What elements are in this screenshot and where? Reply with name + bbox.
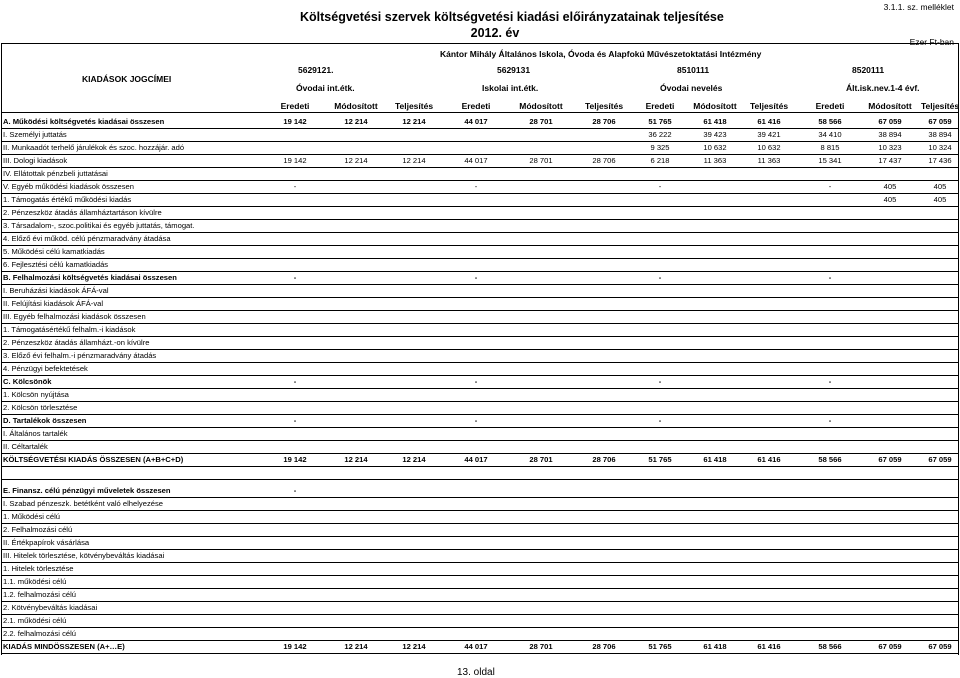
page-number: 13. oldal: [457, 667, 495, 678]
table-row: [0, 641, 960, 653]
row-value: 9 325: [650, 142, 670, 152]
row-value: -: [828, 181, 832, 191]
row-value: 405: [883, 194, 897, 204]
code-4: 8520111: [852, 65, 885, 75]
row-value: 405: [933, 194, 947, 204]
row-value: 44 017: [464, 641, 488, 651]
table-row: [0, 337, 960, 349]
row-value: 12 214: [402, 641, 426, 651]
row-value: 12 214: [402, 116, 426, 126]
table-row: [0, 155, 960, 167]
row-value: 51 765: [648, 641, 672, 651]
institution-name: Kántor Mihály Általános Iskola, Óvoda és Alapfokú Művészetoktatási Intézmény: [440, 49, 762, 59]
row-label: I. Szabad pénzeszk. betétként való elhelyezése: [3, 498, 163, 508]
row-label: 1. Működési célú: [3, 511, 60, 521]
table-row: [0, 207, 960, 219]
row-value: -: [474, 376, 478, 386]
row-value: 67 059: [878, 641, 902, 651]
row-value: 36 222: [648, 129, 672, 139]
row-value: 34 410: [818, 129, 842, 139]
row-value: 58 566: [818, 641, 842, 651]
row-label: 4. Pénzügyi befektetések: [3, 363, 88, 373]
row-value: 28 701: [529, 454, 553, 464]
row-value: 28 706: [592, 641, 616, 651]
group-3: Óvodai nevelés: [660, 83, 723, 93]
row-labels-title: KIADÁSOK JOGCÍMEI: [82, 74, 172, 84]
table-row: [0, 350, 960, 362]
table-row: [0, 576, 960, 588]
row-label: II. Felújítási kiadások ÁFÁ-val: [3, 298, 104, 308]
row-value: -: [293, 376, 297, 386]
column-header: Módosított: [693, 101, 737, 111]
row-value: 12 214: [402, 454, 426, 464]
row-value: 19 142: [283, 155, 307, 165]
column-header: Eredeti: [815, 101, 845, 111]
row-value: 38 894: [878, 129, 902, 139]
row-value: 12 214: [344, 116, 368, 126]
row-value: -: [658, 415, 662, 425]
row-value: -: [293, 415, 297, 425]
row-label: A. Működési költségvetés kiadásai összesen: [3, 116, 165, 126]
table-row: [0, 363, 960, 375]
row-value: 44 017: [464, 155, 488, 165]
row-label: 3. Társadalom-, szoc.politikai és egyéb juttatás, támogat.: [3, 220, 195, 230]
column-header: Teljesítés: [749, 101, 789, 111]
table-row: [0, 220, 960, 232]
row-value: 15 341: [818, 155, 842, 165]
row-label: 4. Előző évi működ. célú pénzmaradvány átadása: [3, 233, 171, 243]
row-label: 3. Előző évi felhalm.-i pénzmaradvány átadás: [3, 350, 157, 360]
row-label: III. Hitelek törlesztése, kötvénybeváltás kiadásai: [3, 550, 165, 560]
row-value: 17 436: [928, 155, 952, 165]
row-value: -: [658, 272, 662, 282]
row-value: 44 017: [464, 454, 488, 464]
code-2: 5629131: [497, 65, 531, 75]
row-value: 67 059: [928, 454, 952, 464]
unit-label: Ezer Ft-ban: [909, 37, 954, 47]
row-value: 61 416: [757, 116, 781, 126]
table-row: [0, 389, 960, 401]
table-row: [0, 311, 960, 323]
row-value: 12 214: [344, 454, 368, 464]
table-row: [0, 129, 960, 141]
row-value: -: [828, 415, 832, 425]
row-value: 51 765: [648, 116, 672, 126]
group-4: Ált.isk.nev.1-4 évf.: [846, 83, 920, 93]
row-value: -: [293, 485, 297, 495]
row-label: 1. Hitelek törlesztése: [3, 563, 74, 573]
row-value: -: [828, 272, 832, 282]
table-row: [0, 116, 960, 128]
row-value: 58 566: [818, 116, 842, 126]
row-label: KIADÁS MINDÖSSZESEN (A+…E): [3, 641, 125, 651]
row-label: V. Egyéb működési kiadások összesen: [3, 181, 134, 191]
column-header: Módosított: [334, 101, 378, 111]
table-row: [0, 259, 960, 271]
row-value: 28 706: [592, 454, 616, 464]
row-label: 1. Kölcsön nyújtása: [3, 389, 69, 399]
row-value: -: [474, 415, 478, 425]
row-value: -: [828, 376, 832, 386]
table-row: [0, 142, 960, 154]
column-header: Eredeti: [645, 101, 675, 111]
table-row: [0, 602, 960, 614]
row-value: 51 765: [648, 454, 672, 464]
row-label: D. Tartalékok összesen: [3, 415, 87, 425]
column-header: Eredeti: [280, 101, 310, 111]
row-value: -: [474, 272, 478, 282]
row-value: -: [293, 272, 297, 282]
row-value: 28 706: [592, 155, 616, 165]
row-value: 10 632: [703, 142, 727, 152]
group-1: Óvodai int.étk.: [296, 83, 355, 93]
row-label: 2.1. működési célú: [3, 615, 67, 625]
row-label: 1.2. felhalmozási célú: [3, 589, 77, 599]
row-value: 19 142: [283, 454, 307, 464]
row-value: 28 701: [529, 641, 553, 651]
table-row: [0, 415, 960, 427]
row-label: 6. Fejlesztési célú kamatkiadás: [3, 259, 109, 269]
table-row: [0, 402, 960, 414]
code-3: 8510111: [677, 65, 710, 75]
row-label: 5. Működési célú kamatkiadás: [3, 246, 105, 256]
table-row: [0, 563, 960, 575]
row-label: II. Munkaadót terhelő járulékok és szoc. hozzájár. adó: [3, 142, 185, 152]
row-label: II. Céltartalék: [3, 441, 48, 451]
row-value: 58 566: [818, 454, 842, 464]
row-value: 11 363: [703, 155, 727, 165]
row-label: I. Személyi juttatás: [3, 129, 67, 139]
table-row: [0, 233, 960, 245]
row-value: 10 324: [928, 142, 952, 152]
row-divider: [1, 653, 958, 654]
code-1: 5629121.: [298, 65, 334, 75]
row-value: 61 416: [757, 641, 781, 651]
row-value: 39 421: [757, 129, 781, 139]
page-title: Költségvetési szervek költségvetési kiadási előirányzatainak teljesítése: [300, 10, 724, 24]
row-value: 11 363: [757, 155, 781, 165]
column-header: Módosított: [868, 101, 912, 111]
row-label: I. Általános tartalék: [3, 428, 68, 438]
table-row: [0, 428, 960, 440]
row-label: C. Kölcsönök: [3, 376, 52, 386]
group-2: Iskolai int.étk.: [482, 83, 539, 93]
table-row: [0, 589, 960, 601]
row-value: 12 214: [402, 155, 426, 165]
row-value: 39 423: [703, 129, 727, 139]
table-row: [0, 376, 960, 388]
column-header: Teljesítés: [920, 101, 960, 111]
table-row: [0, 498, 960, 510]
table-row: [0, 485, 960, 497]
row-label: B. Felhalmozási költségvetés kiadásai összesen: [3, 272, 177, 282]
table-row: [0, 454, 960, 466]
column-header: Módosított: [519, 101, 563, 111]
table-row: [0, 285, 960, 297]
row-value: 67 059: [878, 116, 902, 126]
row-value: -: [474, 181, 478, 191]
table-row: [0, 628, 960, 640]
row-label: I. Beruházási kiadások ÁFÁ-val: [3, 285, 109, 295]
row-value: 10 323: [878, 142, 902, 152]
table-row: [0, 550, 960, 562]
row-label: KÖLTSÉGVETÉSI KIADÁS ÖSSZESEN (A+B+C+D): [3, 454, 184, 464]
table-row: [0, 615, 960, 627]
row-label: 1. Támogatásértékű felhalm.-i kiadások: [3, 324, 136, 334]
row-value: 6 218: [650, 155, 670, 165]
table-row: [0, 272, 960, 284]
row-value: 17 437: [878, 155, 902, 165]
table-row: [0, 298, 960, 310]
row-label: III. Dologi kiadások: [3, 155, 68, 165]
table-row: [0, 194, 960, 206]
row-value: -: [293, 181, 297, 191]
row-label: II. Értékpapírok vásárlása: [3, 537, 90, 547]
row-label: E. Finansz. célú pénzügyi műveletek összesen: [3, 485, 171, 495]
table-row: [0, 168, 960, 180]
row-value: 61 416: [757, 454, 781, 464]
row-label: 2. Pénzeszköz átadás államházt.-on kívülre: [3, 337, 150, 347]
table-row: [0, 537, 960, 549]
row-label: 2. Kölcsön törlesztése: [3, 402, 78, 412]
column-header: Teljesítés: [584, 101, 624, 111]
row-label: 1.1. működési célú: [3, 576, 67, 586]
row-value: 61 418: [703, 116, 727, 126]
row-value: 61 418: [703, 641, 727, 651]
column-header: Eredeti: [461, 101, 491, 111]
row-label: IV. Ellátottak pénzbeli juttatásai: [3, 168, 108, 178]
row-label: 2.2. felhalmozási célú: [3, 628, 77, 638]
row-value: 19 142: [283, 116, 307, 126]
table-row: [0, 524, 960, 536]
row-label: 2. Pénzeszköz átadás államháztartáson kívülre: [3, 207, 162, 217]
row-value: 67 059: [928, 116, 952, 126]
annex-number: 3.1.1. sz. melléklet: [883, 2, 954, 12]
row-value: 67 059: [928, 641, 952, 651]
table-row: [0, 246, 960, 258]
table-row: [0, 441, 960, 453]
row-value: 8 815: [820, 142, 840, 152]
row-label: III. Egyéb felhalmozási kiadások összesen: [3, 311, 146, 321]
row-value: 28 701: [529, 155, 553, 165]
row-value: 405: [883, 181, 897, 191]
row-value: 19 142: [283, 641, 307, 651]
row-value: 28 701: [529, 116, 553, 126]
page-year: 2012. év: [470, 26, 520, 40]
table-row: [0, 181, 960, 193]
row-label: 1. Támogatás értékű működési kiadás: [3, 194, 132, 204]
row-value: 44 017: [464, 116, 488, 126]
row-divider: [1, 479, 958, 480]
row-value: 405: [933, 181, 947, 191]
row-value: 61 418: [703, 454, 727, 464]
row-value: 38 894: [928, 129, 952, 139]
row-value: 12 214: [344, 641, 368, 651]
row-label: 2. Felhalmozási célú: [3, 524, 73, 534]
table-row: [0, 511, 960, 523]
table-row: [0, 467, 960, 479]
row-value: 67 059: [878, 454, 902, 464]
row-value: -: [658, 376, 662, 386]
row-value: 12 214: [344, 155, 368, 165]
row-value: 28 706: [592, 116, 616, 126]
row-value: 10 632: [757, 142, 781, 152]
table-row: [0, 324, 960, 336]
row-label: 2. Kötvénybeváltás kiadásai: [3, 602, 98, 612]
row-value: -: [658, 181, 662, 191]
column-header: Teljesítés: [394, 101, 434, 111]
